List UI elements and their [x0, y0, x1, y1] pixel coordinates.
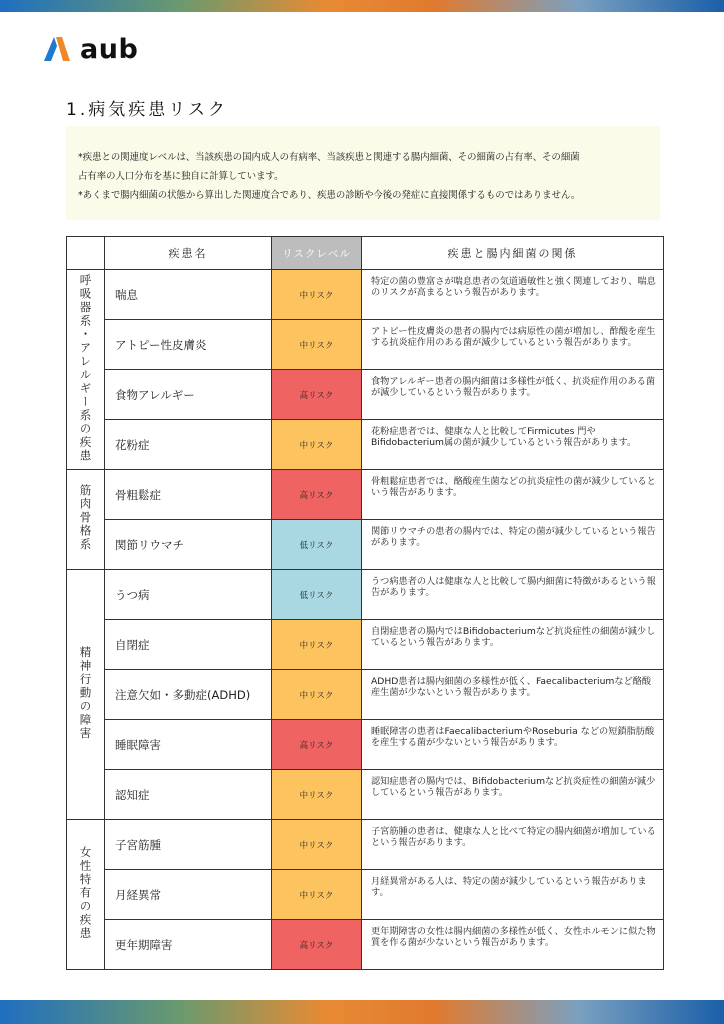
risk-level-badge: 中リスク — [272, 770, 362, 820]
table-row — [67, 520, 664, 570]
disease-name: 更年期障害 — [105, 920, 272, 970]
relation-text: 特定の菌の豊富さが喘息患者の気道過敏性と強く関連しており、喘息のリスクが高まるという報告があります。 — [362, 270, 664, 320]
relation-text: 子宮筋腫の患者は、健康な人と比べて特定の腸内細菌が増加しているという報告があります。 — [362, 820, 664, 870]
disease-name: 花粉症 — [105, 420, 272, 470]
risk-level-badge: 高リスク — [272, 470, 362, 520]
disease-name: 食物アレルギー — [105, 370, 272, 420]
table-row — [67, 320, 664, 370]
relation-text: 認知症患者の腸内では、Bifidobacteriumなど抗炎症性の細菌が減少しているという報告があります。 — [362, 770, 664, 820]
disease-name: 認知症 — [105, 770, 272, 820]
table-row — [67, 920, 664, 970]
risk-level-badge: 中リスク — [272, 820, 362, 870]
disease-name: 注意欠如・多動症(ADHD) — [105, 670, 272, 720]
table-row — [67, 820, 664, 870]
relation-text: 睡眠障害の患者はFaecalibacteriumやRoseburia などの短鎖脂肪酸を産生する菌が少ないという報告があります。 — [362, 720, 664, 770]
note-line: 占有率の人口分布を基に独自に計算しています。 — [78, 171, 284, 182]
disease-name: 子宮筋腫 — [105, 820, 272, 870]
table-row — [67, 570, 664, 620]
table-row — [67, 670, 664, 720]
header-disease-name: 疾患名 — [105, 237, 272, 270]
category-cell — [67, 820, 105, 970]
table-row — [67, 470, 664, 520]
top-gradient-bar — [0, 0, 724, 12]
table-row — [67, 270, 664, 320]
relation-text: アトピー性皮膚炎の患者の腸内では病原性の菌が増加し、酢酸を産生する抗炎症作用のある菌が減少しているという報告があります。 — [362, 320, 664, 370]
risk-level-badge: 中リスク — [272, 620, 362, 670]
category-cell — [67, 570, 105, 820]
relation-text: 更年期障害の女性は腸内細菌の多様性が低く、女性ホルモンに似た物質を作る菌が少ないという報告があります。 — [362, 920, 664, 970]
disease-name: 睡眠障害 — [105, 720, 272, 770]
risk-level-badge: 中リスク — [272, 270, 362, 320]
relation-text: うつ病患者の人は健康な人と比較して腸内細菌に特徴があるという報告があります。 — [362, 570, 664, 620]
relation-text: 自閉症患者の腸内ではBifidobacteriumなど抗炎症性の細菌が減少しているという報告があります。 — [362, 620, 664, 670]
disease-name: うつ病 — [105, 570, 272, 620]
category-label: 筋肉骨格系 — [78, 484, 93, 552]
risk-level-badge: 高リスク — [272, 370, 362, 420]
risk-level-badge: 中リスク — [272, 870, 362, 920]
risk-level-badge: 中リスク — [272, 670, 362, 720]
risk-level-badge: 低リスク — [272, 570, 362, 620]
table-row — [67, 870, 664, 920]
header-risk-level: リスクレベル — [272, 237, 362, 270]
category-label: 女性特有の疾患 — [78, 845, 93, 941]
brand-name: aub — [80, 34, 139, 65]
disease-name: 関節リウマチ — [105, 520, 272, 570]
aub-logo-icon — [42, 35, 72, 65]
risk-level-badge: 低リスク — [272, 520, 362, 570]
risk-level-badge: 高リスク — [272, 720, 362, 770]
relation-text: 花粉症患者では、健康な人と比較してFirmicutes 門やBifidobacterium属の菌が減少しているという報告があります。 — [362, 420, 664, 470]
disease-name: 喘息 — [105, 270, 272, 320]
category-label: 精神行動の障害 — [78, 645, 93, 741]
page-title: 1.病気疾患リスク — [66, 100, 228, 120]
relation-text: 関節リウマチの患者の腸内では、特定の菌が減少しているという報告があります。 — [362, 520, 664, 570]
header-category — [67, 237, 105, 270]
bottom-gradient-bar — [0, 1000, 724, 1024]
category-cell — [67, 270, 105, 470]
category-label: 呼吸器系・アレルギー系の疾患 — [78, 273, 93, 463]
table-row — [67, 420, 664, 470]
relation-text: ADHD患者は腸内細菌の多様性が低く、Faecalibacteriumなど酪酸産生菌が少ないという報告があります。 — [362, 670, 664, 720]
risk-level-badge: 中リスク — [272, 320, 362, 370]
note-line: *疾患との関連度レベルは、当該疾患の国内成人の有病率、当該疾患と関連する腸内細菌、その細菌の占有率、その細菌 — [78, 152, 580, 163]
relation-text: 食物アレルギー患者の腸内細菌は多様性が低く、抗炎症作用のある菌が減少しているという報告があります。 — [362, 370, 664, 420]
table-header-row — [67, 237, 664, 270]
disease-name: アトピー性皮膚炎 — [105, 320, 272, 370]
category-cell — [67, 470, 105, 570]
disclaimer-notes — [66, 126, 660, 220]
note-line: *あくまで腸内細菌の状態から算出した関連度合であり、疾患の診断や今後の発症に直接関係するものではありません。 — [78, 190, 581, 201]
header-relation: 疾患と腸内細菌の関係 — [362, 237, 664, 270]
risk-level-badge: 中リスク — [272, 420, 362, 470]
disease-name: 骨粗鬆症 — [105, 470, 272, 520]
table-row — [67, 770, 664, 820]
table-row — [67, 620, 664, 670]
risk-level-badge: 高リスク — [272, 920, 362, 970]
table-row — [67, 720, 664, 770]
disease-name: 月経異常 — [105, 870, 272, 920]
relation-text: 骨粗鬆症患者では、酪酸産生菌などの抗炎症性の菌が減少しているという報告があります。 — [362, 470, 664, 520]
relation-text: 月経異常がある人は、特定の菌が減少しているという報告があります。 — [362, 870, 664, 920]
disease-name: 自閉症 — [105, 620, 272, 670]
disease-risk-table — [66, 236, 664, 970]
brand-logo — [42, 34, 138, 65]
table-row — [67, 370, 664, 420]
